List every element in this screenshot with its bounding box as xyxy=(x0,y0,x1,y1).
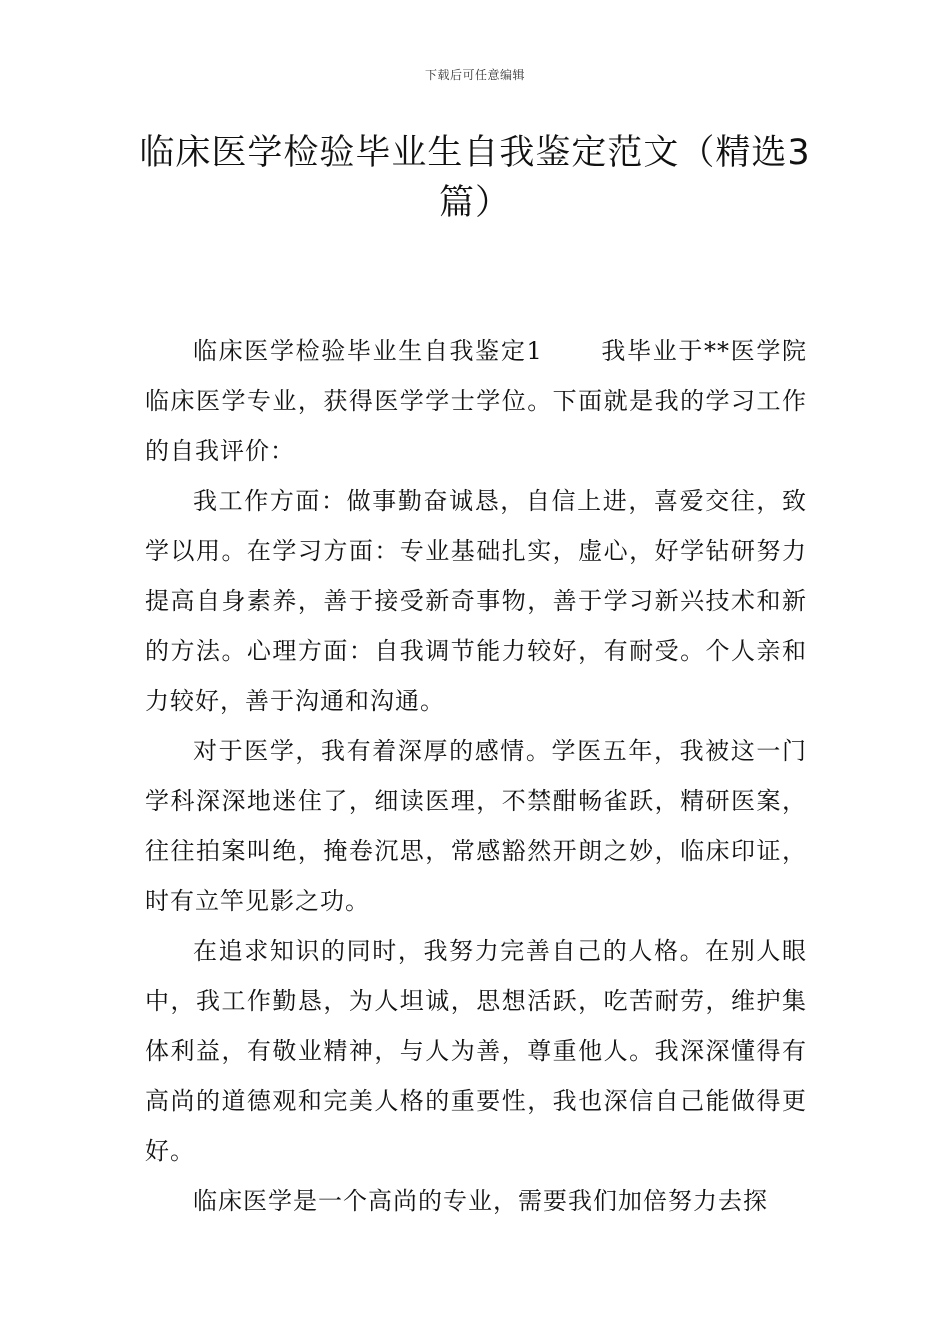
paragraph: 在追求知识的同时，我努力完善自己的人格。在别人眼中，我工作勤恳，为人坦诚，思想活跃，吃苦耐劳，维护集体利益，有敬业精神，与人为善，尊重他人。我深深懂得有高尚的道德观和完美人格的重要性，我也深信自己能做得更好。 xyxy=(145,937,807,1165)
paragraph-text: 我毕业于**医学院临床医学专业，获得医学学士学位。下面就是我的学习工作的自我评价： xyxy=(145,337,807,465)
paragraph: 对于医学，我有着深厚的感情。学医五年，我被这一门学科深深地迷住了，细读医理，不禁酣畅雀跃，精研医案，往往拍案叫绝，掩卷沉思，常感豁然开朗之妙，临床印证，时有立竿见影之功。 xyxy=(145,737,807,915)
paragraph: 我工作方面：做事勤奋诚恳，自信上进，喜爱交往，致学以用。在学习方面：专业基础扎实，虚心，好学钻研努力提高自身素养，善于接受新奇事物，善于学习新兴技术和新的方法。心理方面：自我调节能力较好，有耐受。个人亲和力较好，善于沟通和沟通。 xyxy=(145,487,807,715)
section-heading: 临床医学检验毕业生自我鉴定1 xyxy=(193,337,543,365)
document-body xyxy=(145,326,807,1226)
document-title: 临床医学检验毕业生自我鉴定范文（精选3篇） xyxy=(139,133,811,223)
paragraph: 临床医学是一个高尚的专业，需要我们加倍努力去探 xyxy=(193,1187,768,1215)
paragraph xyxy=(145,326,807,476)
header-note: 下载后可任意编辑 xyxy=(424,68,525,82)
